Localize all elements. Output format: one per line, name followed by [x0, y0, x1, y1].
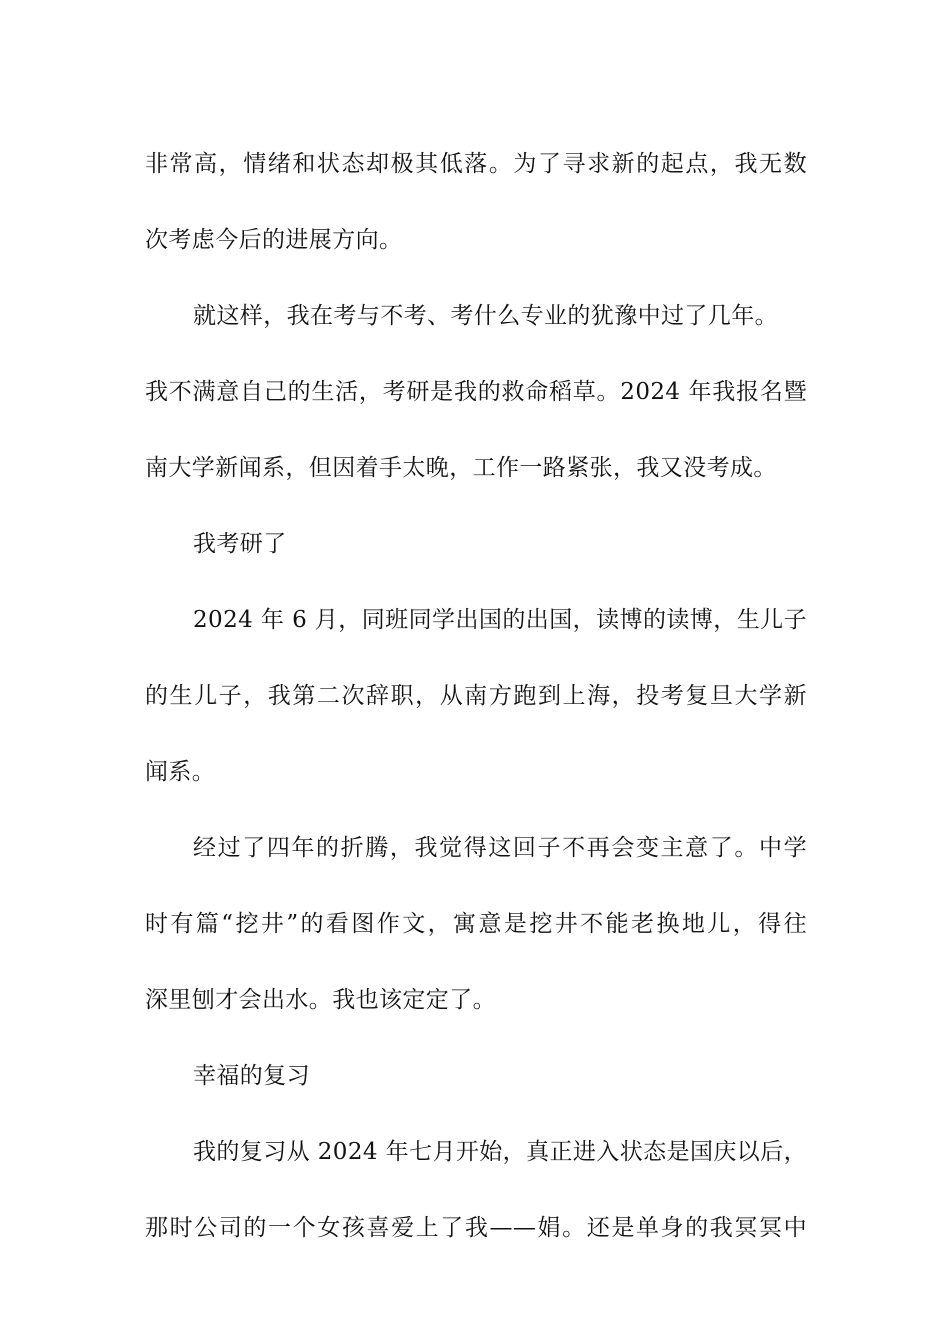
text-line: 时有篇“挖井”的看图作文，寓意是挖井不能老换地儿，得往	[145, 911, 807, 937]
text-line: 我的复习从 2024 年七月开始，真正进入状态是国庆以后，	[193, 1139, 807, 1165]
text-line: 次考虑今后的进展方向。	[145, 227, 403, 253]
paragraph	[145, 582, 807, 810]
text-line: 我不满意自己的生活，考研是我的救命稻草。2024 年我报名暨	[145, 379, 807, 405]
paragraph	[145, 278, 807, 506]
document-body	[145, 126, 807, 1266]
section-heading	[145, 1038, 807, 1114]
text-line: 那时公司的一个女孩喜爱上了我——娟。还是单身的我冥冥中	[145, 1215, 807, 1241]
paragraph	[145, 1114, 807, 1266]
text-line: 南大学新闻系，但因着手太晚，工作一路紧张，我又没考成。	[145, 455, 777, 481]
text-line: 经过了四年的折腾，我觉得这回子不再会变主意了。中学	[193, 835, 807, 861]
heading-text: 幸福的复习	[193, 1063, 310, 1089]
section-heading	[145, 506, 807, 582]
heading-text: 我考研了	[193, 531, 287, 557]
text-line: 非常高，情绪和状态却极其低落。为了寻求新的起点，我无数	[145, 151, 807, 177]
text-line: 就这样，我在考与不考、考什么专业的犹豫中过了几年。	[193, 303, 778, 329]
text-line: 的生儿子，我第二次辞职，从南方跑到上海，投考复旦大学新	[145, 683, 807, 709]
text-line: 深里刨才会出水。我也该定定了。	[145, 987, 496, 1013]
text-line: 2024 年 6 月，同班同学出国的出国，读博的读博，生儿子	[193, 607, 807, 633]
text-line: 闻系。	[145, 759, 216, 785]
paragraph	[145, 126, 807, 278]
paragraph	[145, 810, 807, 1038]
